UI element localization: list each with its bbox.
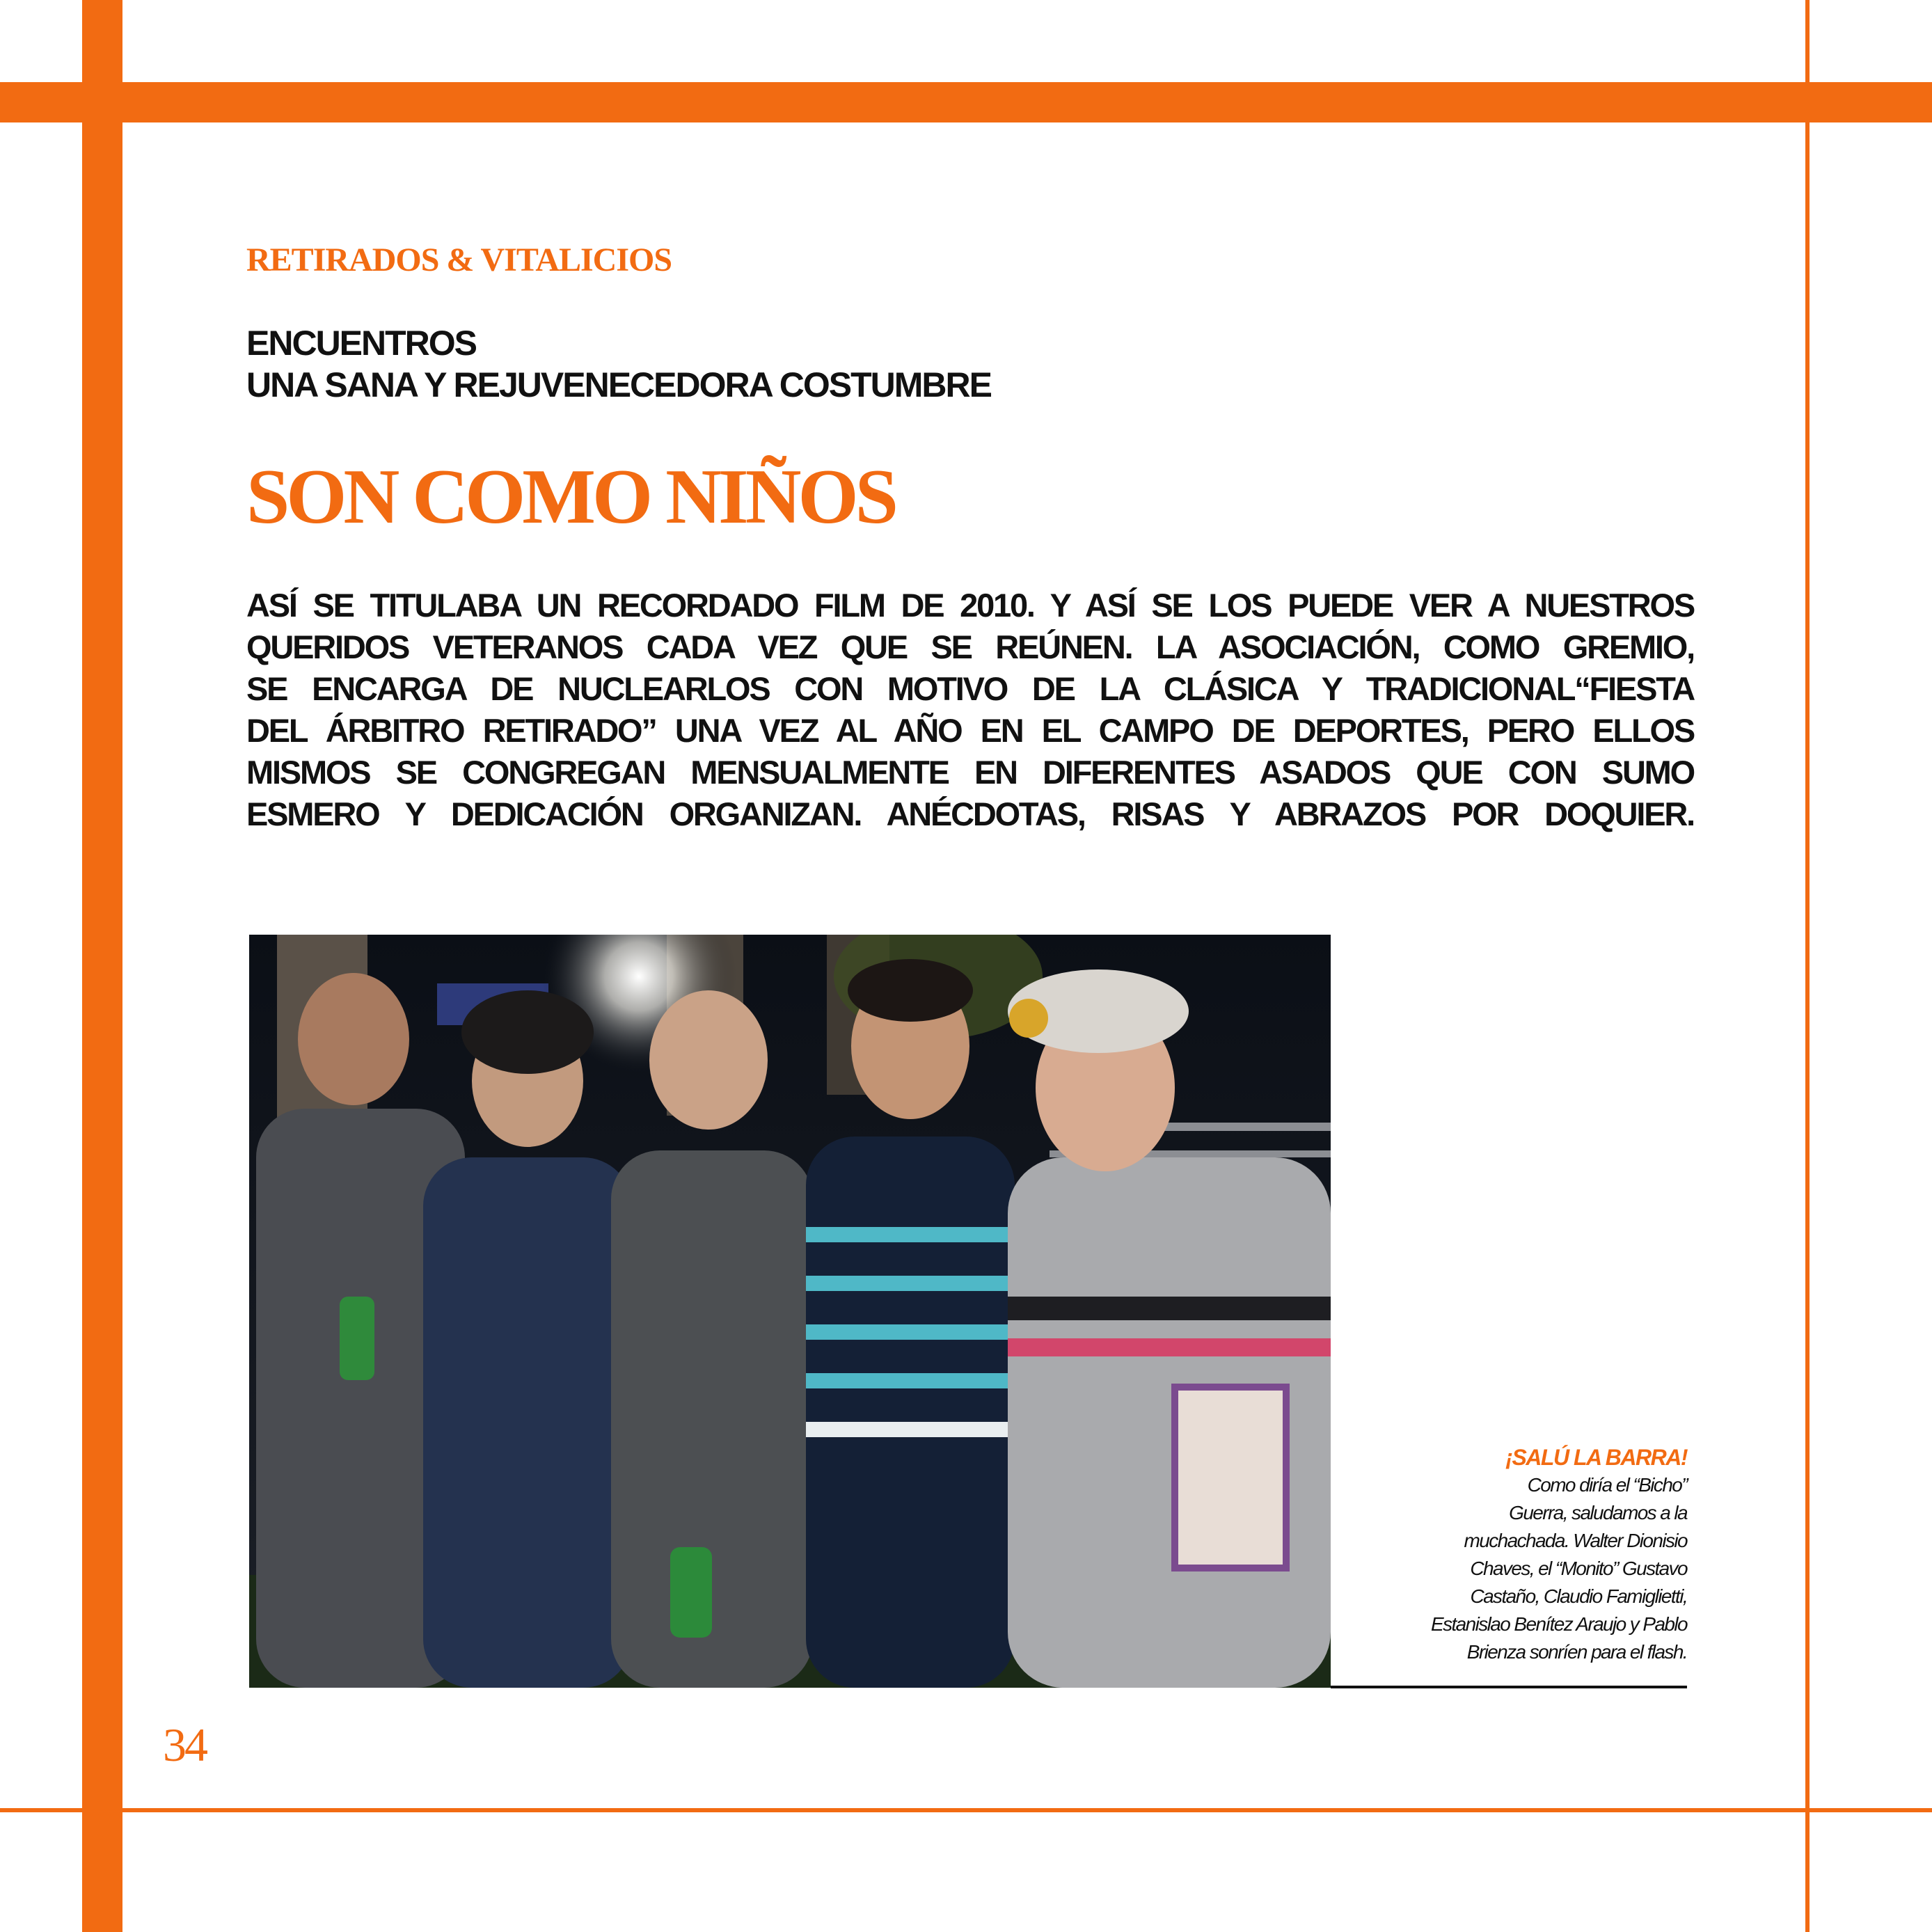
caption-line: Como diría el “Bicho” xyxy=(1527,1474,1687,1496)
kicker xyxy=(246,322,991,406)
caption-rule xyxy=(1331,1686,1687,1688)
lead-line: ESMERO Y DEDICACIÓN ORGANIZAN. ANÉCDOTAS, RISAS Y ABRAZOS POR DOQUIER. xyxy=(246,795,1694,832)
frame-right-line xyxy=(1805,0,1810,1932)
caption-line: Chaves, el “Monito” Gustavo xyxy=(1470,1558,1687,1579)
group-photo-illustration xyxy=(249,935,1331,1688)
lead-line: MISMOS SE CONGREGAN MENSUALMENTE EN DIFERENTES ASADOS QUE CON SUMO xyxy=(246,754,1694,791)
lead-paragraph xyxy=(246,585,1694,835)
kicker-line: UNA SANA Y REJUVENECEDORA COSTUMBRE xyxy=(246,365,991,404)
lead-line: DEL ÁRBITRO RETIRADO” UNA VEZ AL AÑO EN EL CAMPO DE DEPORTES, PERO ELLOS xyxy=(246,712,1694,749)
page-number: 34 xyxy=(163,1718,206,1771)
kicker-line: ENCUENTROS xyxy=(246,324,477,363)
lead-line: SE ENCARGA DE NUCLEARLOS CON MOTIVO DE LA CLÁSICA Y TRADICIONAL“FIESTA xyxy=(246,670,1694,707)
caption-heading: ¡SALÚ LA BARRA! xyxy=(1505,1445,1687,1470)
caption-line: Castaño, Claudio Famiglietti, xyxy=(1470,1585,1687,1607)
group-photo xyxy=(249,935,1331,1688)
photo-caption xyxy=(1325,1443,1687,1666)
frame-top-bar xyxy=(0,82,1932,122)
section-label: RETIRADOS & VITALICIOS xyxy=(246,242,672,278)
lead-line: ASÍ SE TITULABA UN RECORDADO FILM DE 2010. Y ASÍ SE LOS PUEDE VER A NUESTROS xyxy=(246,587,1694,624)
frame-bottom-line xyxy=(0,1808,1932,1812)
caption-line: muchachada. Walter Dionisio xyxy=(1464,1530,1687,1551)
caption-body xyxy=(1325,1471,1687,1666)
page-title: SON COMO NIÑOS xyxy=(246,454,895,540)
frame-left-bar xyxy=(82,0,122,1932)
caption-line: Guerra, saludamos a la xyxy=(1509,1502,1687,1523)
caption-line: Brienza sonríen para el flash. xyxy=(1466,1641,1687,1663)
caption-line: Estanislao Benítez Araujo y Pablo xyxy=(1431,1613,1687,1635)
lead-line: QUERIDOS VETERANOS CADA VEZ QUE SE REÚNEN. LA ASOCIACIÓN, COMO GREMIO, xyxy=(246,628,1694,665)
